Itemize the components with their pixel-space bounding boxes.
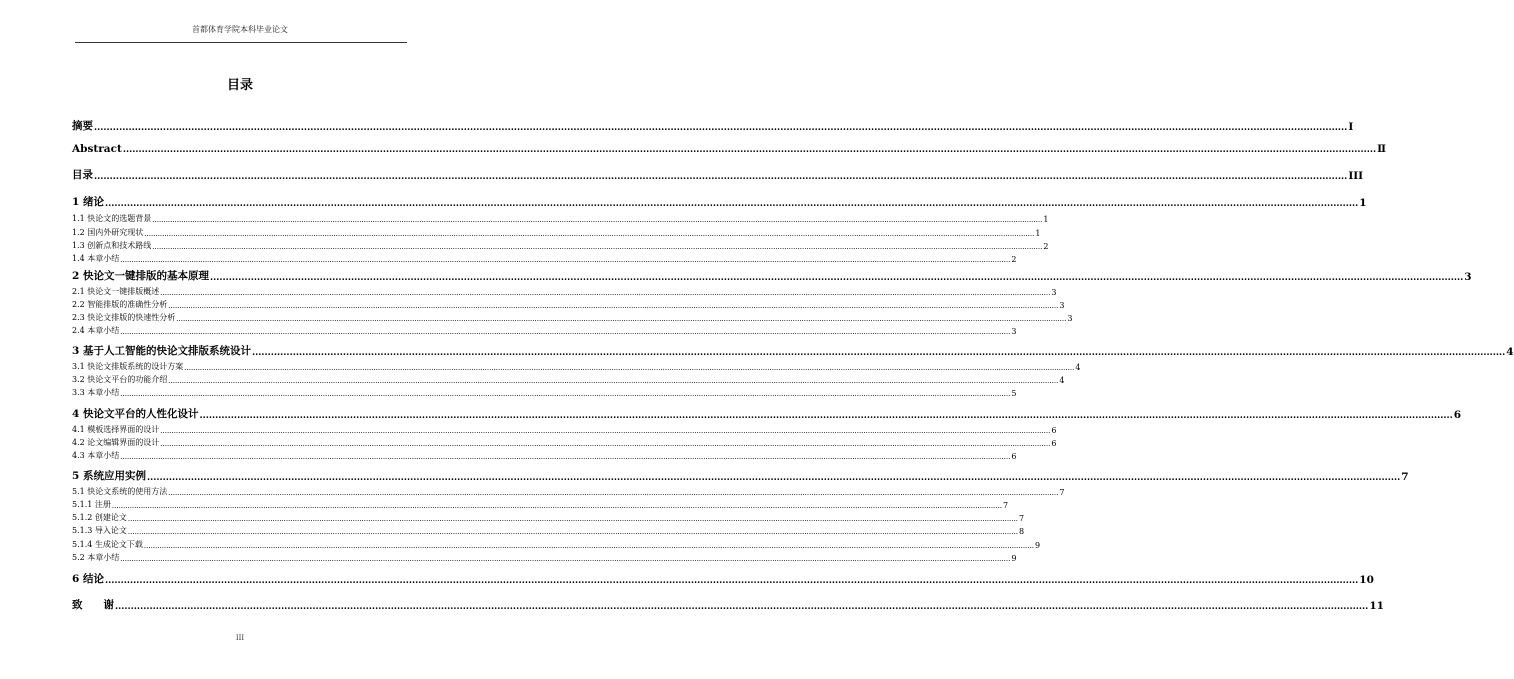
toc-entry[interactable] <box>72 240 1049 251</box>
toc-leader-dots: ................................................................................................................................................................................................................................................................................................................................................................................................................ <box>176 315 1067 323</box>
toc-entry-page: 1 <box>1035 229 1041 238</box>
toc-entry-page: 4 <box>1506 346 1514 358</box>
toc-leader-dots: ................................................................................................................................................................................................................................................................................................................................................................................................................ <box>120 555 1011 563</box>
toc-entry[interactable] <box>72 552 1017 563</box>
toc-entry-label: 1.1 快论文的选题背景 <box>72 214 152 223</box>
toc-entry-page: 3 <box>1051 288 1057 297</box>
toc-entry-page: 7 <box>1401 471 1409 483</box>
toc-entry[interactable] <box>72 387 1017 398</box>
toc-leader-dots: ................................................................................................................................................................................................................................................................................................................................................................................................................ <box>104 199 1359 209</box>
toc-entry[interactable] <box>72 597 1384 612</box>
toc-entry-page: 4 <box>1059 376 1065 385</box>
toc-entry-label: 4.1 模板选择界面的设计 <box>72 425 160 434</box>
toc-leader-dots: ................................................................................................................................................................................................................................................................................................................................................................................................................ <box>209 273 1464 283</box>
toc-entry[interactable] <box>72 167 1364 182</box>
toc-entry[interactable] <box>72 343 1514 358</box>
toc-entry[interactable] <box>72 571 1374 586</box>
toc-entry-label: 4.2 论文编辑界面的设计 <box>72 438 160 447</box>
toc-leader-dots: ................................................................................................................................................................................................................................................................................................................................................................................................................ <box>168 302 1059 310</box>
toc-entry[interactable] <box>72 299 1065 310</box>
toc-entry-page: 7 <box>1002 501 1009 510</box>
toc-leader-dots: ................................................................................................................................................................................................................................................................................................................................................................................................................ <box>146 473 1401 483</box>
toc-entry-page: 9 <box>1011 554 1017 563</box>
toc-entry-page: 6 <box>1453 409 1462 421</box>
toc-entry[interactable] <box>72 374 1065 385</box>
toc-entry[interactable] <box>72 525 1025 536</box>
toc-entry-label: 5.1 快论文系统的使用方法 <box>72 487 168 496</box>
toc-entry-label: 6 结论 <box>72 573 104 585</box>
toc-leader-dots: ................................................................................................................................................................................................................................................................................................................................................................................................................ <box>122 145 1377 155</box>
toc-leader-dots: ................................................................................................................................................................................................................................................................................................................................................................................................................ <box>120 453 1011 461</box>
toc-entry[interactable] <box>72 286 1057 297</box>
header-rule <box>75 42 407 43</box>
toc-entry-label: 2.1 快论文一键排版概述 <box>72 287 160 296</box>
toc-entry-page: 6 <box>1051 439 1057 448</box>
toc-leader-dots: ................................................................................................................................................................................................................................................................................................................................................................................................................ <box>127 528 1018 536</box>
toc-entry-page: 9 <box>1034 541 1041 550</box>
toc-leader-dots: ................................................................................................................................................................................................................................................................................................................................................................................................................ <box>184 364 1075 372</box>
toc-entry-page: 3 <box>1011 327 1017 336</box>
toc-entry[interactable] <box>72 194 1367 209</box>
toc-entry[interactable] <box>72 437 1057 448</box>
toc-entry[interactable] <box>72 450 1017 461</box>
toc-entry-page: 10 <box>1359 574 1374 586</box>
toc-entry[interactable] <box>72 118 1354 133</box>
toc-entry-page: 7 <box>1018 514 1025 523</box>
toc-entry-label: 2.3 快论文排版的快速性分析 <box>72 313 176 322</box>
toc-entry-label: Abstract <box>72 143 122 155</box>
toc-entry[interactable] <box>72 424 1057 435</box>
toc-leader-dots: ................................................................................................................................................................................................................................................................................................................................................................................................................ <box>143 542 1034 550</box>
toc-leader-dots: ................................................................................................................................................................................................................................................................................................................................................................................................................ <box>152 216 1043 224</box>
toc-entry-page: 11 <box>1369 600 1384 612</box>
toc-entry-label: 4 快论文平台的人性化设计 <box>72 408 199 420</box>
toc-entry[interactable] <box>72 486 1065 497</box>
toc-entry-page: Ⅱ <box>1377 143 1387 155</box>
toc-entry-label: 3.3 本章小结 <box>72 388 120 397</box>
toc-entry-label: 3 基于人工智能的快论文排版系统设计 <box>72 345 251 357</box>
toc-entry-page: 4 <box>1075 363 1081 372</box>
toc-entry-page: Ⅰ <box>1348 121 1354 133</box>
toc-entry-label: 摘要 <box>72 120 93 132</box>
toc-entry-page: 7 <box>1059 488 1065 497</box>
toc-entry-page: 5 <box>1011 389 1017 398</box>
toc-leader-dots: ................................................................................................................................................................................................................................................................................................................................................................................................................ <box>168 377 1059 385</box>
toc-title: 目录 <box>226 78 253 93</box>
toc-entry-page: 6 <box>1011 452 1017 461</box>
toc-entry-page: 6 <box>1051 426 1057 435</box>
toc-entry-page: 8 <box>1018 527 1025 536</box>
toc-entry-label: 1 绪论 <box>72 196 104 208</box>
toc-entry[interactable] <box>72 512 1025 523</box>
toc-entry-label: 2.4 本章小结 <box>72 326 120 335</box>
page-header: 首都体育学院本科毕业论文 <box>192 25 288 34</box>
toc-entry[interactable] <box>72 468 1409 483</box>
toc-leader-dots: ................................................................................................................................................................................................................................................................................................................................................................................................................ <box>94 172 1348 182</box>
toc-entry-label: 5 系统应用实例 <box>72 470 146 482</box>
toc-entry-label: 5.1.2 创建论文 <box>72 513 127 522</box>
toc-leader-dots: ................................................................................................................................................................................................................................................................................................................................................................................................................ <box>152 243 1043 251</box>
toc-entry-page: 2 <box>1011 255 1017 264</box>
toc-entry-label: 1.2 国内外研究现状 <box>72 228 144 237</box>
toc-entry-label: 2 快论文一键排版的基本原理 <box>72 270 209 282</box>
toc-entry-page: 1 <box>1043 215 1049 224</box>
toc-entry[interactable] <box>72 325 1017 336</box>
toc-entry[interactable] <box>72 213 1049 224</box>
toc-entry-label: 5.2 本章小结 <box>72 553 120 562</box>
toc-entry[interactable] <box>72 143 1387 155</box>
toc-entry[interactable] <box>72 539 1041 550</box>
toc-leader-dots: ................................................................................................................................................................................................................................................................................................................................................................................................................ <box>127 515 1018 523</box>
toc-entry-page: 3 <box>1464 271 1472 283</box>
toc-entry-label: 1.4 本章小结 <box>72 254 120 263</box>
toc-entry-label: 3.2 快论文平台的功能介绍 <box>72 375 168 384</box>
toc-leader-dots: ................................................................................................................................................................................................................................................................................................................................................................................................................ <box>94 123 1348 133</box>
toc-leader-dots: ................................................................................................................................................................................................................................................................................................................................................................................................................ <box>111 502 1002 510</box>
toc-entry-label: 致 谢 <box>72 599 114 611</box>
toc-entry-label: 5.1.3 导入论文 <box>72 526 127 535</box>
toc-entry-label: 1.3 创新点和技术路线 <box>72 241 152 250</box>
toc-entry-label: 5.1.1 注册 <box>72 500 111 509</box>
toc-entry-page: 1 <box>1359 197 1367 209</box>
toc-leader-dots: ................................................................................................................................................................................................................................................................................................................................................................................................................ <box>115 602 1369 612</box>
toc-leader-dots: ................................................................................................................................................................................................................................................................................................................................................................................................................ <box>120 390 1011 398</box>
toc-entry[interactable] <box>72 227 1041 238</box>
toc-leader-dots: ................................................................................................................................................................................................................................................................................................................................................................................................................ <box>199 411 1453 421</box>
toc-entry-page: III <box>1348 170 1364 182</box>
toc-leader-dots: ................................................................................................................................................................................................................................................................................................................................................................................................................ <box>168 489 1059 497</box>
toc-entry[interactable] <box>72 268 1472 283</box>
toc-leader-dots: ................................................................................................................................................................................................................................................................................................................................................................................................................ <box>251 348 1506 358</box>
toc-entry-page: 3 <box>1067 314 1073 323</box>
toc-leader-dots: ................................................................................................................................................................................................................................................................................................................................................................................................................ <box>160 289 1051 297</box>
toc-entry-label: 5.1.4 生成论文下载 <box>72 540 143 549</box>
toc-entry-page: 2 <box>1043 242 1049 251</box>
page-number: III <box>235 634 245 642</box>
toc-entry[interactable] <box>72 253 1017 264</box>
toc-entry-label: 2.2 智能排版的准确性分析 <box>72 300 168 309</box>
toc-entry[interactable] <box>72 361 1081 372</box>
toc-entry-label: 目录 <box>72 169 93 181</box>
toc-entry-label: 3.1 快论文排版系统的设计方案 <box>72 362 184 371</box>
toc-leader-dots: ................................................................................................................................................................................................................................................................................................................................................................................................................ <box>160 440 1051 448</box>
toc-leader-dots: ................................................................................................................................................................................................................................................................................................................................................................................................................ <box>120 256 1011 264</box>
toc-entry-page: 3 <box>1059 301 1065 310</box>
toc-entry[interactable] <box>72 312 1073 323</box>
toc-leader-dots: ................................................................................................................................................................................................................................................................................................................................................................................................................ <box>144 230 1035 238</box>
toc-leader-dots: ................................................................................................................................................................................................................................................................................................................................................................................................................ <box>160 427 1051 435</box>
toc-entry[interactable] <box>72 499 1009 510</box>
toc-entry[interactable] <box>72 406 1462 421</box>
toc-entry-label: 4.3 本章小结 <box>72 451 120 460</box>
toc-leader-dots: ................................................................................................................................................................................................................................................................................................................................................................................................................ <box>104 576 1359 586</box>
toc-leader-dots: ................................................................................................................................................................................................................................................................................................................................................................................................................ <box>120 328 1011 336</box>
